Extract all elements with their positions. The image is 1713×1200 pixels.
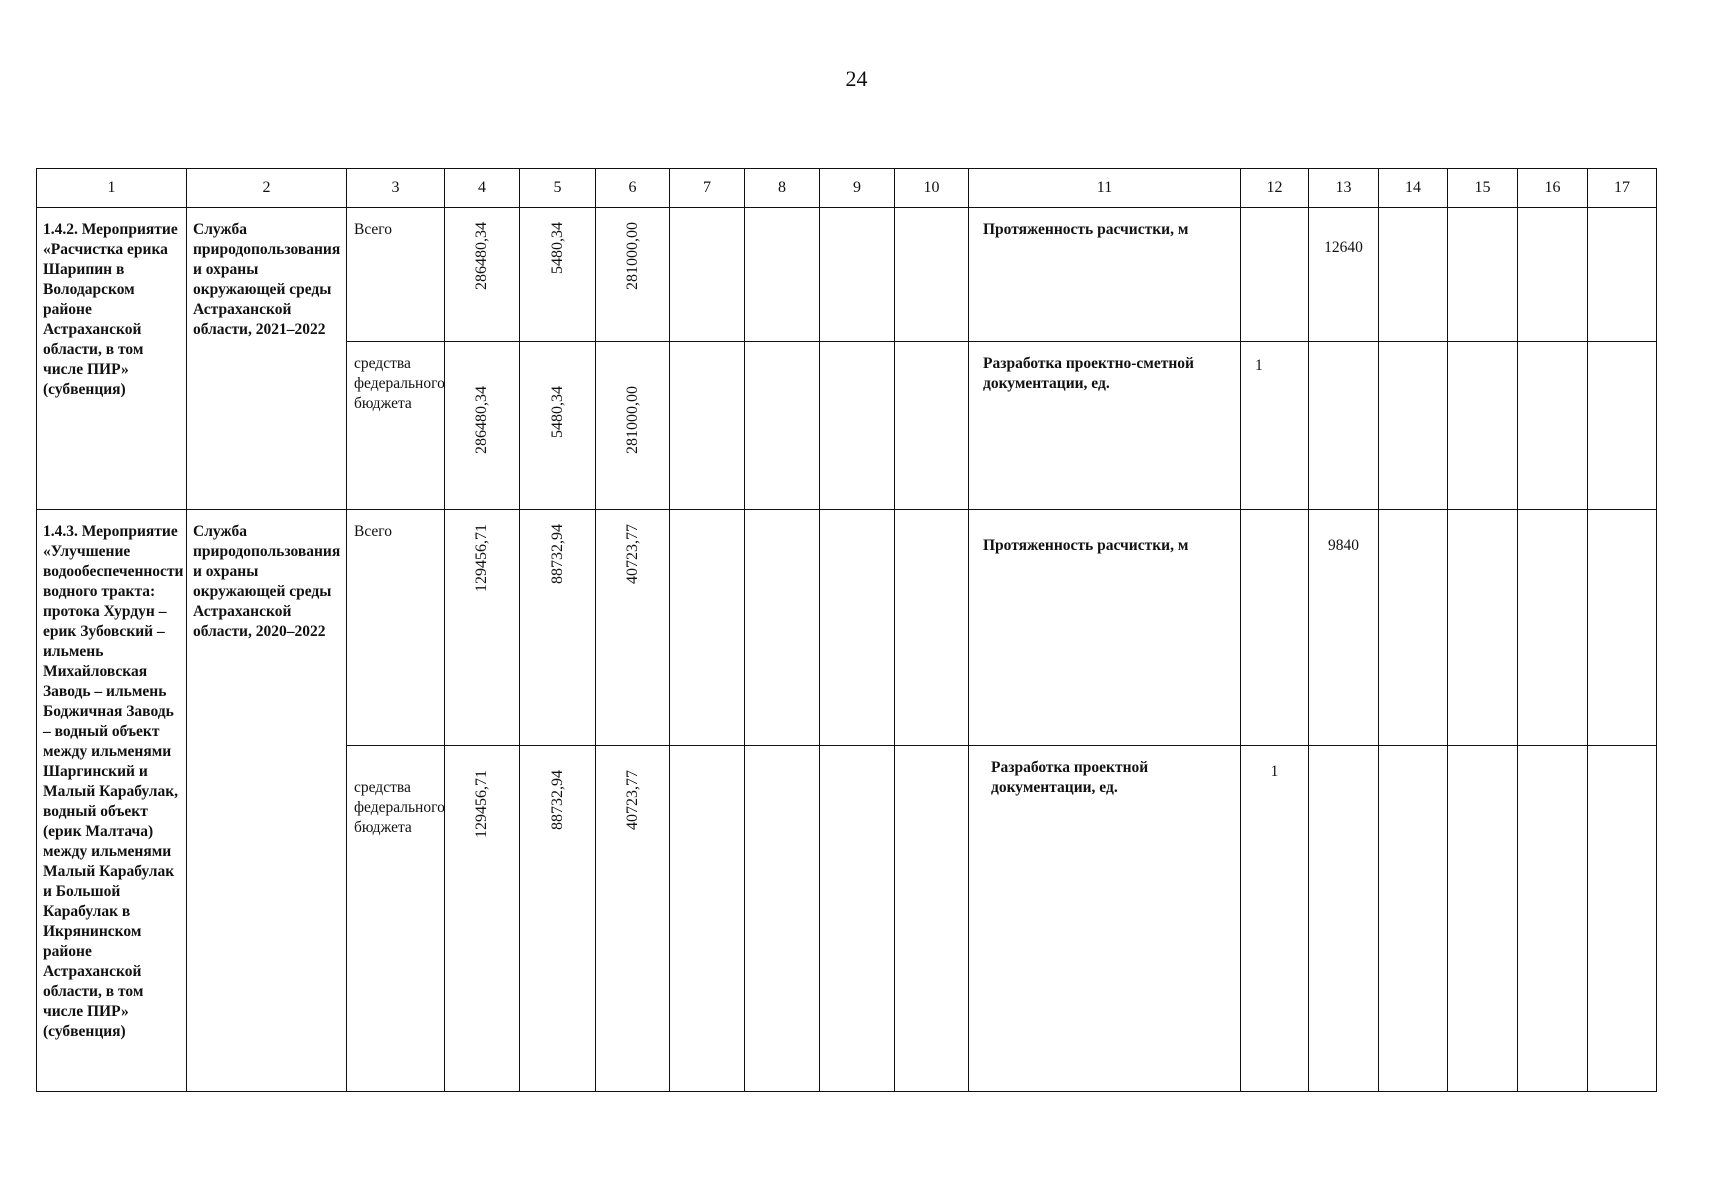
- table-row: [37, 208, 1657, 342]
- value-cell-col6: [596, 342, 670, 510]
- header-col-5: 5: [520, 169, 596, 208]
- indicator-cell: Разработка проектной документации, ед.: [969, 746, 1241, 1092]
- value-cell-col13: [1309, 746, 1379, 1092]
- empty-cell: [820, 510, 895, 746]
- empty-cell: [745, 746, 820, 1092]
- empty-cell: [745, 208, 820, 342]
- header-col-14: 14: [1379, 169, 1448, 208]
- value-cell-col4: [445, 208, 520, 342]
- empty-cell: [670, 208, 745, 342]
- value-cell-col4: [445, 746, 520, 1092]
- header-col-6: 6: [596, 169, 670, 208]
- header-row: [37, 169, 1657, 208]
- vertical-value: 88732,94: [548, 770, 566, 830]
- value-cell-col13: [1309, 342, 1379, 510]
- page-number: 24: [845, 66, 868, 91]
- value-cell-col5: [520, 510, 596, 746]
- empty-cell: [745, 342, 820, 510]
- source-cell: Всего: [347, 510, 445, 746]
- header-col-8: 8: [745, 169, 820, 208]
- header-col-11: 11: [969, 169, 1241, 208]
- empty-cell: [1379, 510, 1448, 746]
- value-cell-col6: [596, 208, 670, 342]
- vertical-value: 40723,77: [623, 770, 641, 830]
- empty-cell: [1448, 746, 1518, 1092]
- empty-cell: [820, 746, 895, 1092]
- empty-cell: [820, 208, 895, 342]
- empty-cell: [1448, 342, 1518, 510]
- header-col-7: 7: [670, 169, 745, 208]
- header-col-13: 13: [1309, 169, 1379, 208]
- value-cell-col6: [596, 510, 670, 746]
- source-cell: средства федерального бюджета: [347, 746, 445, 1092]
- value-cell-col4: [445, 510, 520, 746]
- empty-cell: [1379, 342, 1448, 510]
- empty-cell: [1448, 510, 1518, 746]
- value-cell-col12: [1241, 208, 1309, 342]
- empty-cell: [1518, 746, 1588, 1092]
- vertical-value: 281000,00: [623, 222, 641, 290]
- table-row: [37, 510, 1657, 746]
- empty-cell: [670, 510, 745, 746]
- value-cell-col4: [445, 342, 520, 510]
- empty-cell: [895, 746, 969, 1092]
- event-cell: 1.4.2. Мероприятие «Расчистка ерика Шарипин в Володарском районе Астраханской области, в том числе ПИР» (субвенция): [37, 208, 187, 510]
- indicator-cell: Протяженность расчистки, м: [969, 510, 1241, 746]
- empty-cell: [895, 510, 969, 746]
- value-cell-col12: 1: [1241, 342, 1309, 510]
- header-col-10: 10: [895, 169, 969, 208]
- program-table: [36, 168, 1657, 1092]
- vertical-value: 5480,34: [548, 386, 566, 438]
- header-col-2: 2: [187, 169, 347, 208]
- vertical-value: 40723,77: [623, 524, 641, 584]
- empty-cell: [1588, 746, 1657, 1092]
- header-col-17: 17: [1588, 169, 1657, 208]
- value-cell-col6: [596, 746, 670, 1092]
- header-col-15: 15: [1448, 169, 1518, 208]
- header-col-12: 12: [1241, 169, 1309, 208]
- value-cell-col12: [1241, 510, 1309, 746]
- empty-cell: [1588, 342, 1657, 510]
- empty-cell: [1379, 746, 1448, 1092]
- vertical-value: 5480,34: [548, 222, 566, 274]
- vertical-value: 129456,71: [473, 770, 490, 838]
- empty-cell: [1448, 208, 1518, 342]
- value-cell-col5: [520, 342, 596, 510]
- vertical-value: 286480,34: [473, 222, 490, 290]
- vertical-value: 88732,94: [548, 524, 566, 584]
- value-cell-col12: 1: [1241, 746, 1309, 1092]
- header-col-9: 9: [820, 169, 895, 208]
- empty-cell: [745, 510, 820, 746]
- header-col-4: 4: [445, 169, 520, 208]
- source-cell: Всего: [347, 208, 445, 342]
- indicator-cell: Разработка проектно-сметной документации, ед.: [969, 342, 1241, 510]
- value-cell-col5: [520, 208, 596, 342]
- vertical-value: 129456,71: [473, 524, 490, 592]
- event-cell: 1.4.3. Мероприятие «Улучшение водообеспеченности водного тракта: протока Хурдун – ерик Зубовский – ильмень Михайловская Заводь – ильмень Боджичная Заводь – водный объект между ильменями Шаргинский и Малый Карабулак, водный объект (ерик Малтача) между ильменями Малый Карабулак и Большой Карабулак в Икрянинском районе Астраханской области, в том числе ПИР» (субвенция): [37, 510, 187, 1092]
- executor-cell: Служба природопользования и охраны окружающей среды Астраханской области, 2021–2022: [187, 208, 347, 510]
- header-col-16: 16: [1518, 169, 1588, 208]
- empty-cell: [1518, 510, 1588, 746]
- empty-cell: [1588, 510, 1657, 746]
- value-cell-col5: [520, 746, 596, 1092]
- empty-cell: [670, 746, 745, 1092]
- value-cell-col13: 9840: [1309, 510, 1379, 746]
- empty-cell: [820, 342, 895, 510]
- empty-cell: [1588, 208, 1657, 342]
- empty-cell: [895, 342, 969, 510]
- vertical-value: 281000,00: [623, 386, 641, 454]
- executor-cell: Служба природопользования и охраны окружающей среды Астраханской области, 2020–2022: [187, 510, 347, 1092]
- vertical-value: 286480,34: [473, 386, 490, 454]
- indicator-cell: Протяженность расчистки, м: [969, 208, 1241, 342]
- empty-cell: [1379, 208, 1448, 342]
- empty-cell: [1518, 342, 1588, 510]
- value-cell-col13: 12640: [1309, 208, 1379, 342]
- source-cell: средства федерального бюджета: [347, 342, 445, 510]
- empty-cell: [895, 208, 969, 342]
- empty-cell: [1518, 208, 1588, 342]
- empty-cell: [670, 342, 745, 510]
- header-col-3: 3: [347, 169, 445, 208]
- header-col-1: 1: [37, 169, 187, 208]
